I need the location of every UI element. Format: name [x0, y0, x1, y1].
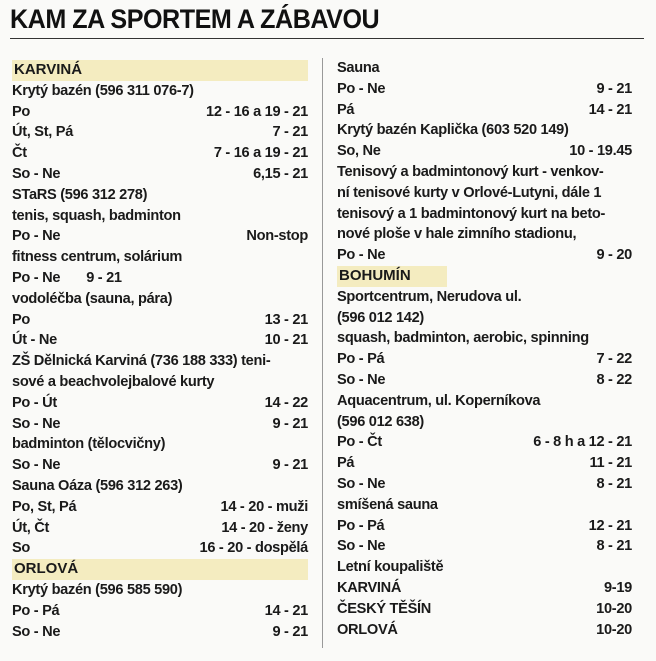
day-label: Út, Čt [12, 519, 50, 536]
venue-heading: Krytý bazén (596 311 076-7) [12, 82, 194, 99]
hours-row [337, 370, 632, 391]
time-value: 14 - 21 [264, 602, 308, 619]
city-heading-orlova: ORLOVÁ [12, 559, 308, 580]
time-value: 14 - 22 [264, 394, 308, 411]
right-column [337, 58, 632, 640]
hours-row [12, 622, 308, 643]
day-label: Po - Pá [337, 351, 385, 368]
day-label: So - Ne [337, 538, 386, 555]
day-label: So [12, 540, 31, 557]
time-value: 14 - 20 - ženy [221, 519, 308, 536]
day-label: So, Ne [337, 143, 381, 160]
venue-subheading: smíšená sauna [337, 496, 438, 513]
city-heading-bohumin: BOHUMÍN [337, 266, 447, 287]
time-value: 7 - 16 a 19 - 21 [213, 145, 308, 162]
hours-row [337, 474, 632, 495]
hours-row [12, 226, 308, 247]
time-value: 10-20 [596, 600, 632, 617]
day-label: Po - Ne [337, 247, 386, 264]
time-value: 13 - 21 [264, 311, 308, 328]
hours-row [12, 393, 308, 414]
venue-subheading: squash, badminton, aerobic, spinning [337, 330, 589, 347]
title-rule [10, 38, 644, 39]
venue-phone: (596 012 142) [337, 309, 424, 326]
day-label: Po - Ne [337, 80, 386, 97]
day-label: So - Ne [12, 165, 61, 182]
hours-row [337, 349, 632, 370]
time-value: 9 - 21 [272, 623, 308, 640]
time-value: 9 - 20 [596, 247, 632, 264]
venue-heading: ZŠ Dělnická Karviná (736 188 333) teni- [12, 353, 271, 370]
hours-row [12, 143, 308, 164]
time-value: Non-stop [246, 228, 308, 245]
hours-row [12, 268, 308, 289]
time-value: 9 - 21 [272, 415, 308, 432]
day-label: Pá [337, 455, 355, 472]
venue-heading: Letní koupaliště [337, 559, 444, 576]
time-value: 10-20 [596, 621, 632, 638]
hours-row [337, 79, 632, 100]
hours-row [12, 122, 308, 143]
day-label: Po - Pá [12, 602, 60, 619]
city-heading-karvina: KARVINÁ [12, 60, 308, 81]
day-label: Po [12, 103, 31, 120]
hours-row [12, 601, 308, 622]
town-label: ORLOVÁ [337, 621, 398, 638]
time-value: 6,15 - 21 [253, 165, 308, 182]
day-label: Pá [337, 101, 355, 118]
column-divider [322, 58, 323, 648]
time-value: 8 - 22 [596, 371, 632, 388]
day-label: Po - Čt [337, 434, 382, 451]
time-value: 9-19 [603, 579, 632, 596]
venue-heading: STaRS (596 312 278) [12, 186, 148, 203]
day-label: Út, St, Pá [12, 124, 74, 141]
time-value: 8 - 21 [596, 475, 632, 492]
hours-row [12, 497, 308, 518]
day-label: Po - Ne [12, 228, 61, 245]
day-label: So - Ne [337, 371, 386, 388]
day-label: Po - Pá [337, 517, 385, 534]
left-column [12, 58, 308, 642]
venue-subheading: fitness centrum, solárium [12, 249, 183, 266]
time-value: 12 - 21 [588, 517, 632, 534]
time-value: 14 - 20 - muži [220, 498, 308, 515]
day-label: Po - Út [12, 394, 57, 411]
day-label: So - Ne [12, 415, 61, 432]
hours-row [337, 578, 632, 599]
day-label: So - Ne [12, 623, 61, 640]
hours-row [12, 164, 308, 185]
hours-row [337, 245, 632, 266]
venue-heading: Sportcentrum, Nerudova ul. [337, 288, 522, 305]
day-label: Po, St, Pá [12, 498, 77, 515]
time-value: 10 - 19.45 [569, 143, 632, 160]
venue-description: nové ploše v hale zimního stadionu, [337, 226, 577, 243]
venue-phone: (596 012 638) [337, 413, 424, 430]
day-label: So - Ne [12, 457, 61, 474]
hours-row [12, 455, 308, 476]
day-label: Út - Ne [12, 332, 57, 349]
hours-row [12, 310, 308, 331]
hours-row [337, 620, 632, 641]
venue-description: tenisový a 1 badmintonový kurt na beto- [337, 205, 606, 222]
hours-row [12, 414, 308, 435]
venue-heading: Krytý bazén (596 585 590) [12, 581, 183, 598]
hours-row [337, 516, 632, 537]
time-value: 7 - 22 [596, 351, 632, 368]
time-value: 9 - 21 [86, 269, 122, 286]
town-label: KARVINÁ [337, 579, 402, 596]
venue-heading-cont: sové a beachvolejbalové kurty [12, 373, 215, 390]
town-label: ČESKÝ TĚŠÍN [337, 600, 432, 617]
hours-row [12, 330, 308, 351]
hours-row [337, 100, 632, 121]
time-value: 6 - 8 h a 12 - 21 [533, 434, 632, 451]
time-value: 16 - 20 - dospělá [199, 540, 308, 557]
time-value: 11 - 21 [589, 455, 632, 472]
hours-row [337, 141, 632, 162]
time-value: 14 - 21 [588, 101, 632, 118]
venue-subheading: badminton (tělocvičny) [12, 436, 166, 453]
day-label: So - Ne [337, 475, 386, 492]
venue-heading: Sauna [337, 60, 380, 76]
hours-row [337, 432, 632, 453]
hours-row [337, 599, 632, 620]
venue-description: Tenisový a badmintonový kurt - venkov- [337, 163, 604, 180]
hours-row [12, 102, 308, 123]
hours-row [337, 453, 632, 474]
hours-row [12, 518, 308, 539]
page-title: KAM ZA SPORTEM A ZÁBAVOU [10, 4, 380, 34]
day-label: Po - Ne [12, 269, 61, 286]
venue-heading: Krytý bazén Kaplička (603 520 149) [337, 122, 569, 139]
time-value: 9 - 21 [272, 457, 308, 474]
venue-subheading: vodoléčba (sauna, pára) [12, 290, 173, 307]
venue-heading: Sauna Oáza (596 312 263) [12, 477, 183, 494]
time-value: 9 - 21 [596, 80, 632, 97]
time-value: 8 - 21 [596, 538, 632, 555]
hours-row [12, 538, 308, 559]
venue-heading: Aquacentrum, ul. Koperníkova [337, 392, 541, 409]
hours-row [337, 536, 632, 557]
venue-description: ní tenisové kurty v Orlové-Lutyni, dále 1 [337, 184, 602, 201]
time-value: 10 - 21 [264, 332, 308, 349]
day-label: Po [12, 311, 31, 328]
day-label: Čt [12, 145, 27, 162]
time-value: 12 - 16 a 19 - 21 [206, 103, 308, 120]
venue-subheading: tenis, squash, badminton [12, 207, 181, 224]
time-value: 7 - 21 [272, 124, 308, 141]
